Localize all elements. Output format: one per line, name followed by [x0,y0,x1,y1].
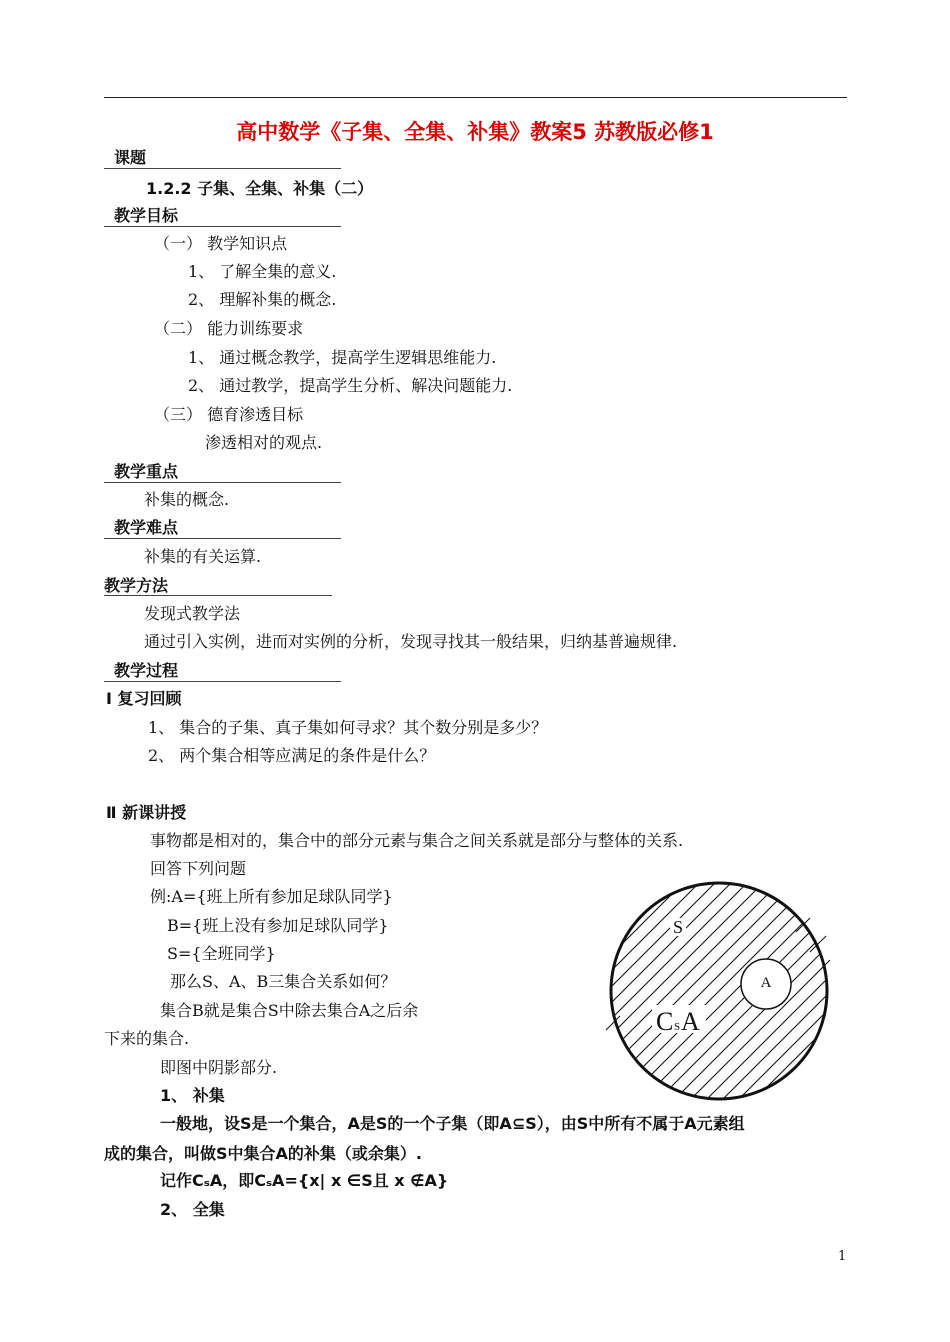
newlesson-paragraph-1: 事物都是相对的，集合中的部分元素与集合之间关系就是部分与整体的关系. [150,831,684,850]
goal-2-2: 2、 通过教学，提高学生分析、解决问题能力. [188,376,513,395]
underline-difficulty [104,538,341,539]
heading-process: 教学过程 [114,661,179,680]
universal-set-heading: 2、 全集 [160,1200,225,1219]
example-answer-3: 即图中阴影部分. [160,1058,278,1077]
method-line-1: 发现式教学法 [144,604,241,623]
label-a: A [760,975,772,991]
goal-3-1: 渗透相对的观点. [205,433,323,452]
underline-key [104,482,341,483]
review-heading: Ⅰ 复习回顾 [106,689,182,708]
venn-diagram [600,870,840,1110]
definition-line-2: 成的集合，叫做S中集合A的补集（或余集）. [104,1144,422,1163]
method-line-2: 通过引入实例，进而对实例的分析，发现寻找其一般结果，归纳基普遍规律. [144,632,678,651]
review-question-2: 2、 两个集合相等应满足的条件是什么？ [148,746,436,765]
label-s: S [672,917,684,937]
difficulty-content: 补集的有关运算. [144,547,262,566]
topic-content: 1.2.2 子集、全集、补集（二） [146,179,374,198]
example-set-s: S={全班同学} [167,944,276,963]
label-complement-c: C [656,1007,674,1036]
example-set-b: B={班上没有参加足球队同学} [167,916,389,935]
goal-1-1: 1、 了解全集的意义. [188,262,337,281]
label-complement-subscript: S [674,1021,681,1033]
key-content: 补集的概念. [144,490,230,509]
newlesson-heading: Ⅱ 新课讲授 [106,803,187,822]
heading-goals: 教学目标 [114,206,179,225]
complement-definition [104,1109,850,1169]
label-complement-a: A [681,1007,700,1036]
complement-heading: 1、 补集 [160,1086,225,1105]
underline-goals [104,226,341,227]
heading-method: 教学方法 [104,576,169,595]
newlesson-paragraph-2: 回答下列问题 [150,859,247,878]
goal-2-1: 1、 通过概念教学，提高学生逻辑思维能力. [188,348,497,367]
underline-topic [104,168,341,169]
goal-3: （三） 德育渗透目标 [154,405,304,424]
goal-2: （二） 能力训练要求 [154,319,304,338]
set-s-circle [611,883,827,1099]
example-set-a: 例:A={班上所有参加足球队同学} [150,887,393,906]
underline-method [104,595,332,596]
document-title: 高中数学《子集、全集、补集》教案5 苏教版必修1 [236,120,714,144]
heading-topic: 课题 [114,148,147,167]
goal-1: （一） 教学知识点 [154,234,288,253]
goal-1-2: 2、 理解补集的概念. [188,290,337,309]
example-question: 那么S、A、B三集合关系如何？ [170,972,397,991]
heading-difficulty: 教学难点 [114,518,179,537]
definition-line-1: 一般地，设S是一个集合，A是S的一个子集（即A⊆S），由S中所有不属于A元素组 [160,1114,745,1133]
underline-process [104,681,341,682]
top-rule [104,97,847,98]
page-number: 1 [838,1249,847,1264]
example-answer-1: 集合B就是集合S中除去集合A之后余 [160,1001,419,1020]
complement-notation: 记作CₛA，即CₛA={x| x ∈S且 x ∉A} [160,1171,449,1190]
review-question-1: 1、 集合的子集、真子集如何寻求？其个数分别是多少？ [148,718,548,737]
example-answer-2: 下来的集合. [104,1029,190,1048]
heading-key: 教学重点 [114,462,179,481]
